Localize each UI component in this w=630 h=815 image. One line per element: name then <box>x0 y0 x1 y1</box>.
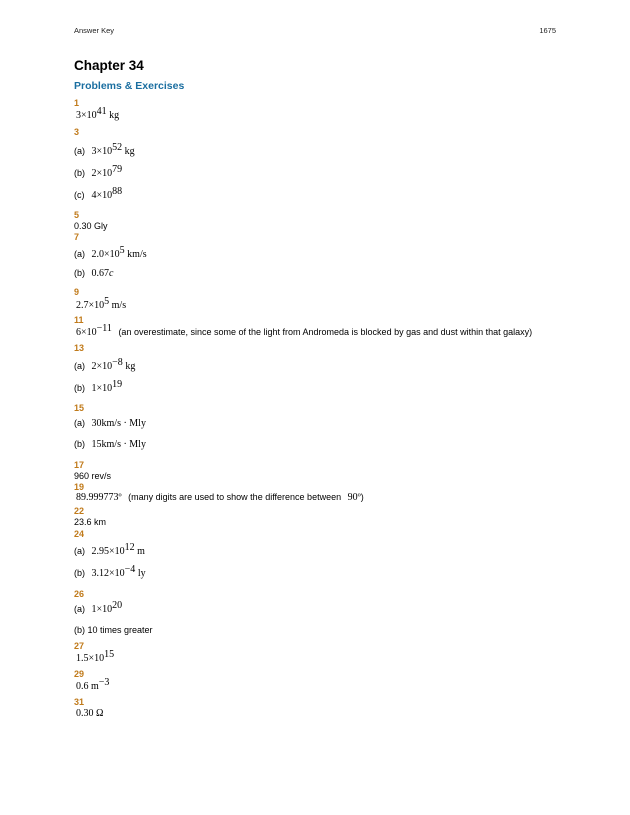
answer-part <box>74 245 147 260</box>
answer-part <box>74 268 113 279</box>
answer-text: 23.6 km <box>74 517 107 527</box>
problem-number: 17 <box>74 460 85 470</box>
answer-note: (many digits are used to show the difference between <box>128 492 342 502</box>
answer-exponent: −11 <box>96 323 112 334</box>
answer-coefficient: 1×10 <box>91 604 113 615</box>
answer-exponent: 15 <box>104 649 115 660</box>
answer-value: 15km/s · Mly <box>91 439 146 450</box>
answer-coefficient: 2.7×10 <box>76 300 105 311</box>
answer-exponent: 88 <box>112 186 123 197</box>
answer-variable: c <box>109 268 114 279</box>
part-label: (a) <box>74 361 85 371</box>
part-label: (a) <box>74 604 85 614</box>
answer-coefficient: 2.95×10 <box>91 546 125 557</box>
answer-exponent: 19 <box>112 379 123 390</box>
answer-text: (b) 10 times greater <box>74 625 153 635</box>
answer-part <box>74 357 136 372</box>
answer-unit: kg <box>125 361 136 372</box>
answer-exponent: 12 <box>124 542 135 553</box>
answer-exponent: 41 <box>96 106 107 117</box>
answer-coefficient: 2×10 <box>91 168 113 179</box>
problem-number: 15 <box>74 403 85 413</box>
answer-part <box>74 542 145 557</box>
answer-coefficient: 1.5×10 <box>76 653 105 664</box>
answer <box>76 649 115 664</box>
answer-part <box>74 564 146 579</box>
answer-text: 960 rev/s <box>74 471 112 481</box>
answer <box>76 677 110 692</box>
answer-note-close: ) <box>360 492 364 502</box>
part-label: (b) <box>74 439 85 449</box>
answer-unit: m/s <box>111 300 127 311</box>
answer-value: 89.999773º <box>76 492 122 503</box>
answer-exponent: −8 <box>112 357 123 368</box>
answer-value: 0.67 <box>91 268 110 279</box>
answer <box>76 323 533 338</box>
answer-value: 30km/s · Mly <box>91 418 146 429</box>
page-number: 1675 <box>539 26 556 35</box>
answer-coefficient: 3.12×10 <box>91 568 125 579</box>
problem-number: 9 <box>74 287 80 297</box>
running-header-left: Answer Key <box>74 26 115 35</box>
answer-exponent: 5 <box>104 296 110 307</box>
part-label: (b) <box>74 268 85 278</box>
problem-number: 24 <box>74 529 85 539</box>
answer-coefficient: 6×10 <box>76 327 97 338</box>
problem-number: 7 <box>74 232 80 242</box>
answer-unit: m <box>137 546 145 557</box>
answer-exponent: 20 <box>112 600 123 611</box>
problem-number: 22 <box>74 506 85 516</box>
problem-number: 1 <box>74 98 80 108</box>
answer-exponent: −3 <box>98 677 110 688</box>
answer-unit: kg <box>109 110 120 121</box>
section-title: Problems & Exercises <box>74 80 185 92</box>
answer-part <box>74 164 123 179</box>
part-label: (a) <box>74 249 85 259</box>
answer-coefficient: 2.0×10 <box>91 249 120 260</box>
answer-text: 0.30 Gly <box>74 221 108 231</box>
answer-value: 0.30 Ω <box>76 708 104 719</box>
problem-number: 29 <box>74 669 85 679</box>
answer-part <box>74 186 123 201</box>
answer-part <box>74 418 146 429</box>
answer-part <box>74 142 135 157</box>
problem-number: 5 <box>74 210 80 220</box>
problem-number: 19 <box>74 482 85 492</box>
problem-number: 26 <box>74 589 85 599</box>
answer-part <box>74 439 146 450</box>
answer-note: (an overestimate, since some of the light from Andromeda is blocked by gas and dust within that galaxy) <box>118 327 533 337</box>
part-label: (c) <box>74 190 85 200</box>
answer-coefficient: 3×10 <box>91 146 113 157</box>
answer-part <box>74 600 123 615</box>
answer-value: 0.6 m <box>76 681 99 692</box>
answer-coefficient: 3×10 <box>76 110 97 121</box>
answer-part <box>74 379 123 394</box>
problem-number: 3 <box>74 127 80 137</box>
problem-number: 13 <box>74 343 85 353</box>
answer-exponent: 79 <box>112 164 123 175</box>
part-label: (b) <box>74 568 85 578</box>
problem-number: 31 <box>74 697 85 707</box>
answer <box>76 708 103 719</box>
problem-number: 11 <box>74 315 84 325</box>
chapter-title: Chapter 34 <box>74 58 144 73</box>
problem-number: 27 <box>74 641 85 651</box>
answer-coefficient: 1×10 <box>91 383 113 394</box>
answer-unit: ly <box>137 568 146 579</box>
answer-unit: km/s <box>127 249 147 260</box>
answer-coefficient: 2×10 <box>91 361 113 372</box>
answer <box>76 106 120 121</box>
answer <box>76 296 127 311</box>
answer-coefficient: 4×10 <box>91 190 113 201</box>
answer <box>76 492 364 503</box>
part-label: (b) <box>74 168 85 178</box>
part-label: (b) <box>74 383 85 393</box>
part-label: (a) <box>74 546 85 556</box>
answer-exponent: 52 <box>112 142 123 153</box>
answer-unit: kg <box>124 146 135 157</box>
answer-exponent: −4 <box>124 564 136 575</box>
part-label: (a) <box>74 418 85 428</box>
answer-value-2: 90º <box>347 492 361 503</box>
answer-exponent: 5 <box>119 245 125 256</box>
part-label: (a) <box>74 146 85 156</box>
